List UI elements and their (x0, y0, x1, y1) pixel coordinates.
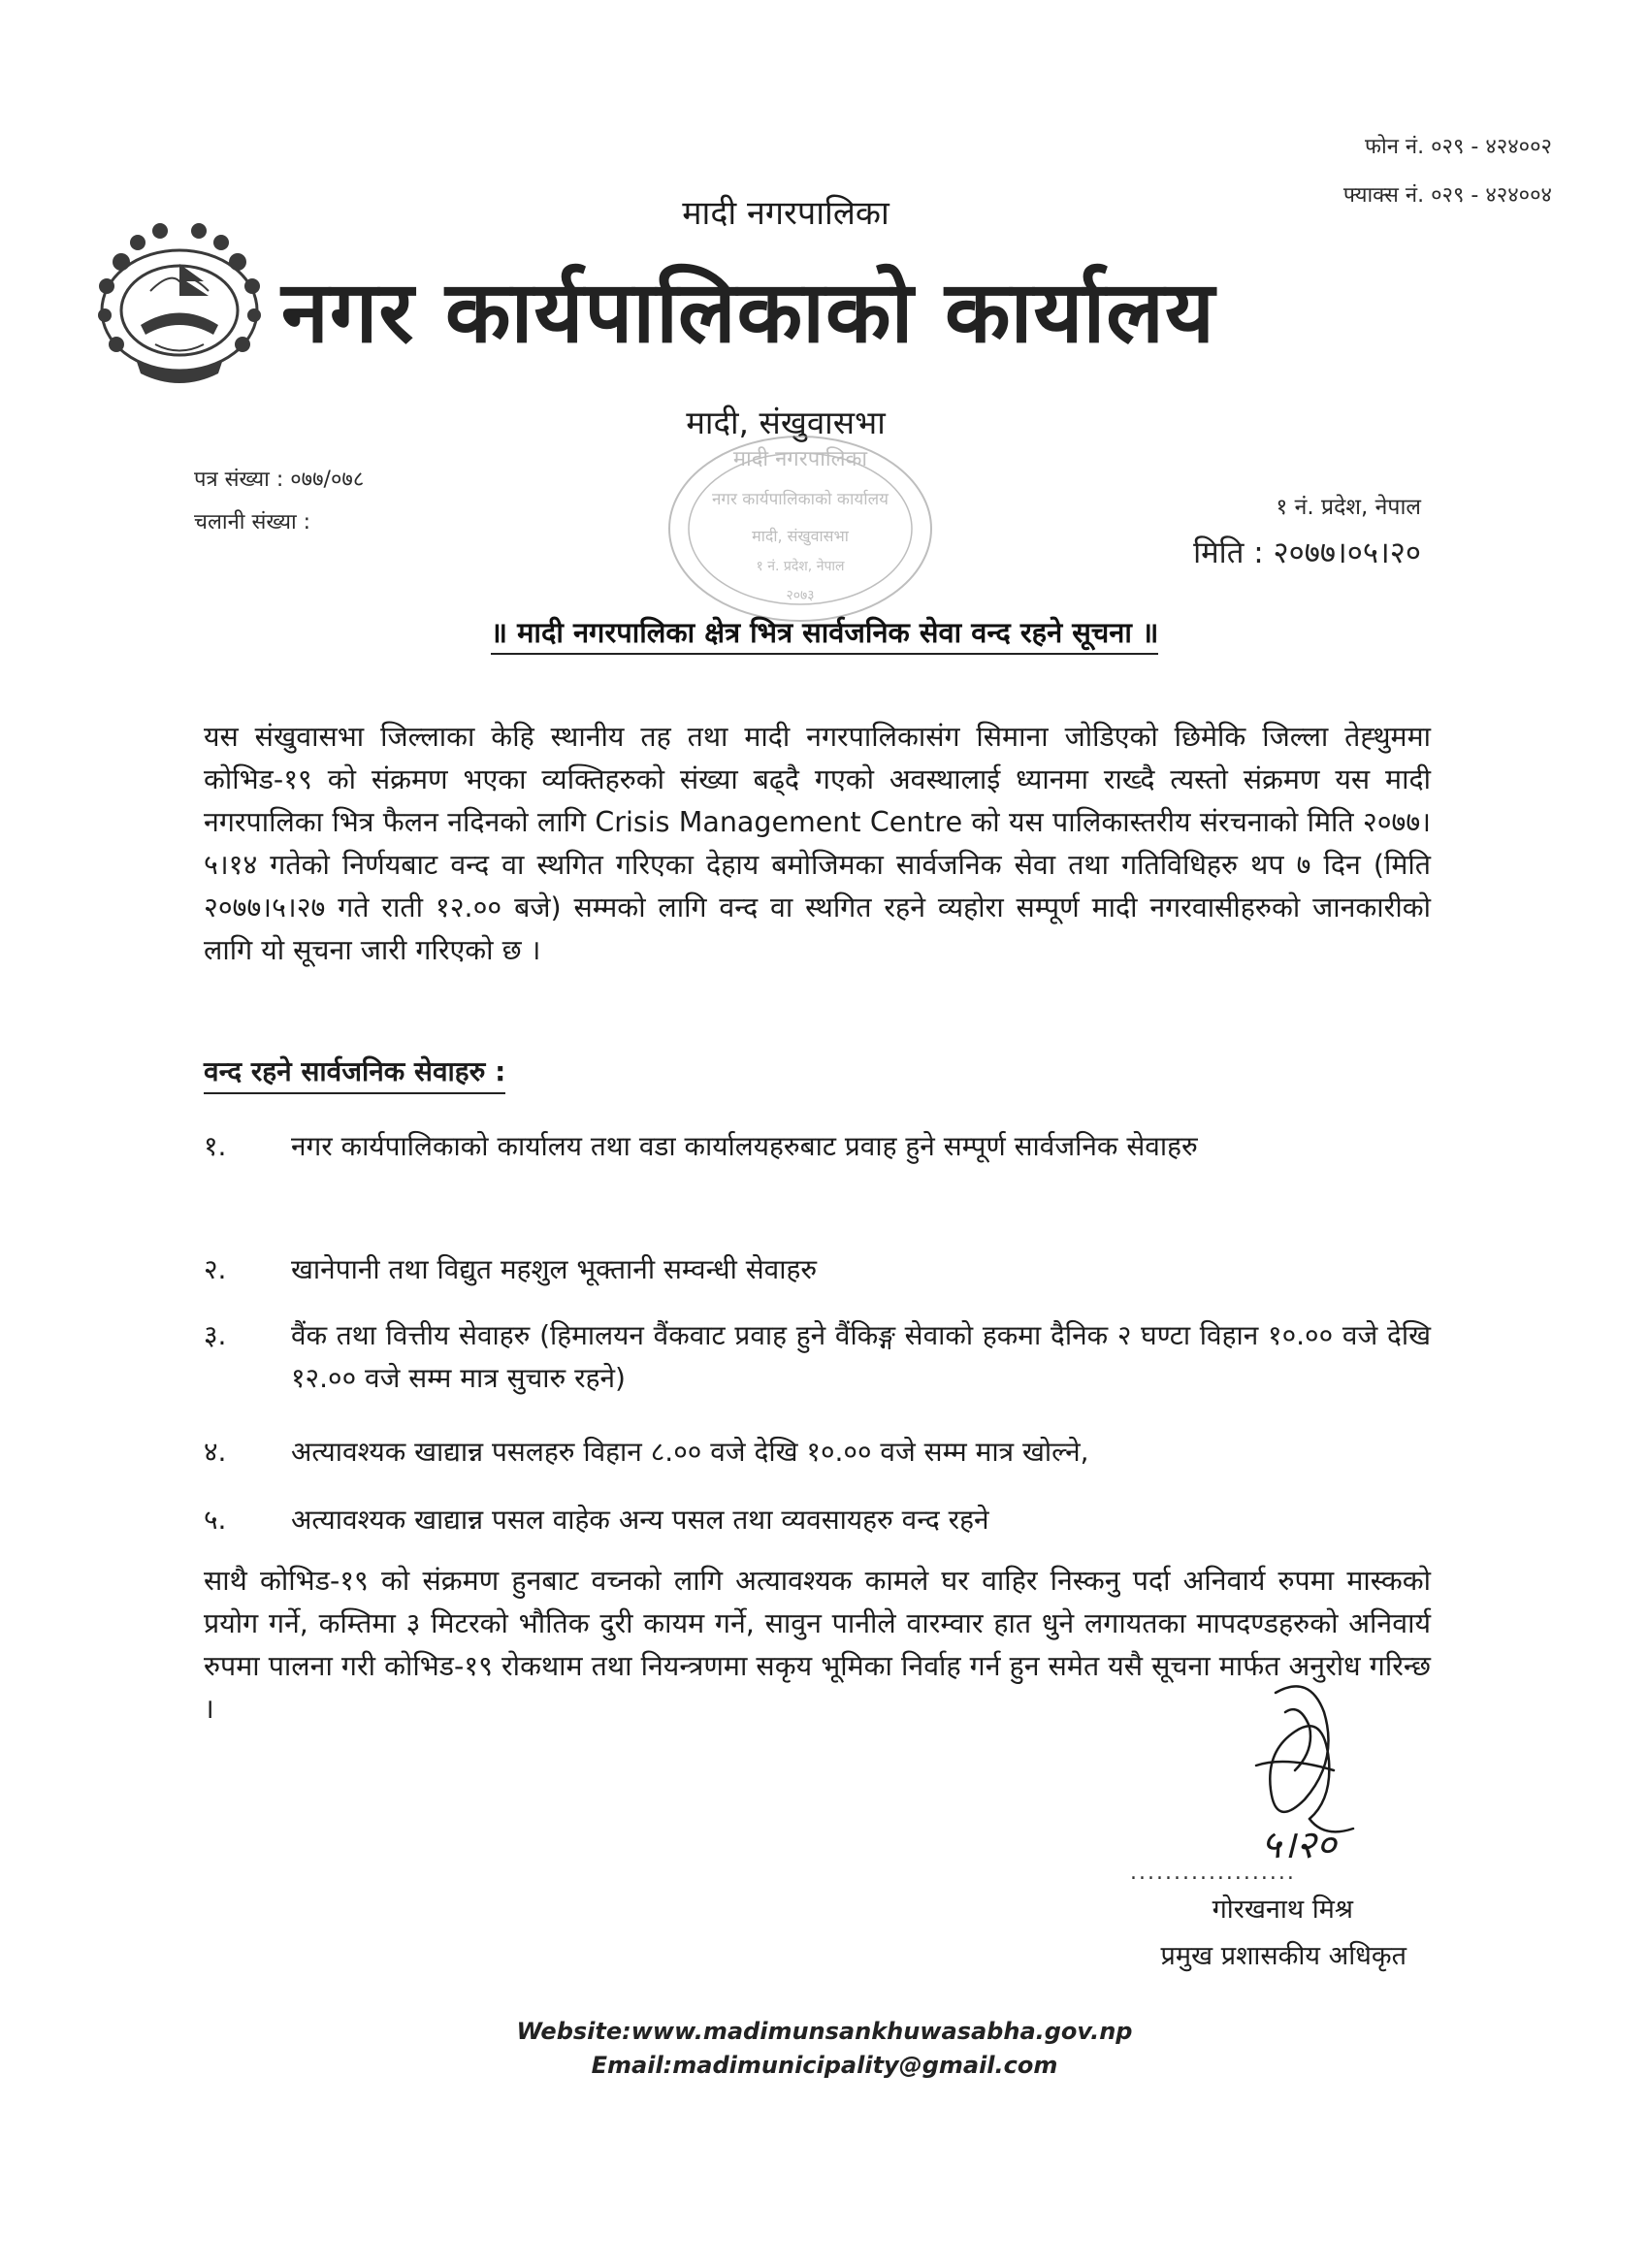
list-item-number: ५. (204, 1504, 227, 1536)
municipality-name: मादी नगरपालिका (682, 194, 889, 233)
office-location: मादी, संखुवासभा (686, 404, 886, 441)
province-label: १ नं. प्रदेश, नेपाल (1276, 495, 1421, 520)
email-link[interactable]: Email:madimunicipality@gmail.com (591, 2052, 1058, 2079)
list-item-number: ३. (204, 1319, 227, 1351)
list-item-text: अत्यावश्यक खाद्यान्न पसल वाहेक अन्य पसल तथा व्यवसायहरु वन्द रहने (291, 1504, 989, 1536)
office-title: नगर कार्यपालिकाको कार्यालय (281, 262, 1215, 362)
list-item-text: वैंक तथा वित्तीय सेवाहरु (हिमालयन वैंकवाट प्रवाह हुने वैंकिङ्ग सेवाको हकमा दैनिक २ घण्टा विहान १०.०० वजे देखि १२.०० वजे सम्म मात्र सुचारु रहने) (291, 1319, 1431, 1394)
list-item-text: नगर कार्यपालिकाको कार्यालय तथा वडा कार्यालयहरुबाट प्रवाह हुने सम्पूर्ण सार्वजनिक सेवाहरु (291, 1130, 1198, 1162)
phone-number: फोन नं. ०२९ - ४२४००२ (1365, 135, 1552, 159)
stamp-line-2: नगर कार्यपालिकाको कार्यालय (711, 490, 889, 509)
list-item (204, 1499, 1431, 1542)
stamp-line-1: मादी नगरपालिका (732, 447, 868, 471)
signatory-name: गोरखनाथ मिश्र (1212, 1895, 1353, 1925)
office-stamp (660, 427, 941, 631)
website-link[interactable]: Website:www.madimunsankhuwasabha.gov.np (516, 2018, 1133, 2045)
fax-number: फ्याक्स नं. ०२९ - ४२४००४ (1342, 183, 1552, 208)
stamp-line-5: २०७३ (786, 588, 815, 603)
letter-number: पत्र संख्या : ०७७/०७८ (194, 468, 365, 492)
signatory-designation: प्रमुख प्रशासकीय अधिकृत (1160, 1941, 1406, 1971)
list-item (204, 1314, 1431, 1402)
list-item-number: २. (204, 1253, 227, 1285)
list-item-text: अत्यावश्यक खाद्यान्न पसलहरु विहान ८.०० वजे देखि १०.०० वजे सम्म मात्र खोल्ने, (291, 1436, 1089, 1468)
list-item (204, 1431, 1431, 1474)
list-item-number: ४. (204, 1436, 227, 1468)
closing-paragraph: साथै कोभिड-१९ को संक्रमण हुनबाट वच्नको लागि अत्यावश्यक कामले घर वाहिर निस्कनु पर्दा अनिवार्य रुपमा मास्कको प्रयोग गर्ने, कम्तिमा ३ मिटरको भौतिक दुरी कायम गर्ने, सावुन पानीले वारम्वार हात धुने लगायतका मापदण्डहरुको अनिवार्य रुपमा पालना गरी कोभिड-१९ रोकथाम तथा नियन्त्रणमा सकृय भूमिका निर्वाह गर्न हुन समेत यसै सूचना मार्फत अनुरोध गरिन्छ । (204, 1565, 1431, 1725)
notice-title-text: ॥ मादी नगरपालिका क्षेत्र भित्र सार्वजनिक सेवा वन्द रहने सूचना ॥ (491, 616, 1159, 655)
notice-title (0, 613, 1649, 651)
list-item (204, 1248, 1431, 1292)
handwritten-date: ५।२० (1261, 1823, 1337, 1867)
services-heading: वन्द रहने सार्वजनिक सेवाहरु : (204, 1053, 505, 1094)
intro-paragraph: यस संखुवासभा जिल्लाका केहि स्थानीय तह तथा मादी नगरपालिकासंग सिमाना जोडिएको छिमेकि जिल्ला तेह्थुममा कोभिड-१९ को संक्रमण भएका व्यक्तिहरुको संख्या बढ्दै गएको अवस्थालाई ध्यानमा राख्दै त्यस्तो संक्रमण यस मादी नगरपालिका भित्र फैलन नदिनको लागि Crisis Management Centre को यस पालिकास्तरीय संरचनाको मिति २०७७।५।१४ गतेको निर्णयबाट वन्द वा स्थगित गरिएका देहाय बमोजिमका सार्वजनिक सेवा तथा गतिविधिहरु थप ७ दिन (मिति २०७७।५।२७ गते राती १२.०० बजे) सम्मको लागि वन्द वा स्थगित रहने व्यहोरा सम्पूर्ण मादी नगरवासीहरुको जानकारीको लागि यो सूचना जारी गरिएको छ । (204, 721, 1431, 966)
list-item (204, 1125, 1431, 1213)
stamp-line-4: १ नं. प्रदेश, नेपाल (756, 559, 845, 574)
dispatch-number: चलानी संख्या : (194, 510, 311, 535)
list-item-text: खानेपानी तथा विद्युत महशुल भूक्तानी सम्वन्धी सेवाहरु (291, 1253, 818, 1285)
list-item-number: १. (204, 1130, 227, 1162)
stamp-line-3: मादी, संखुवासभा (752, 527, 849, 545)
signature-line: ................... (1130, 1861, 1296, 1885)
date-label: मिति : २०७७।०५।२० (1193, 535, 1421, 570)
